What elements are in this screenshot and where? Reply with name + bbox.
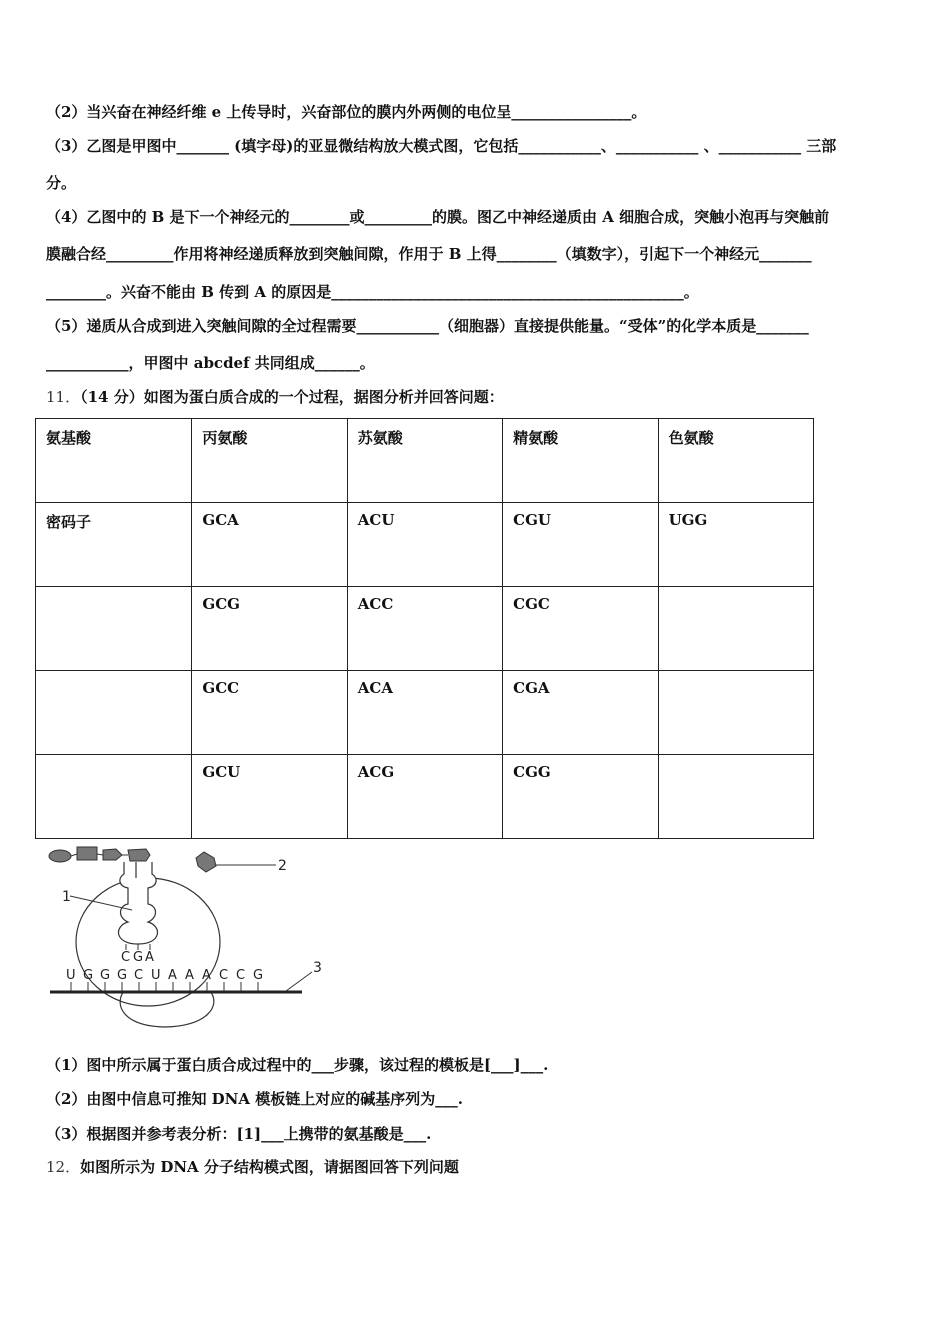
peptide-chain xyxy=(49,847,150,862)
amino-acid xyxy=(196,852,287,874)
mrna-base: G xyxy=(83,968,94,983)
paragraph-q4-cont2: ________。兴奋不能由 B 传到 A 的原因是_______________________________________________。 xyxy=(46,283,699,301)
paragraph-q5: （5）递质从合成到进入突触间隙的全过程需要___________（细胞器）直接提供能量。“受体”的化学本质是_______ xyxy=(46,317,809,335)
mrna-base: G xyxy=(117,968,128,983)
table-row xyxy=(36,503,814,587)
anticodon-base: G xyxy=(133,950,144,965)
ribosome-small-subunit xyxy=(120,991,214,1027)
mrna-base: A xyxy=(168,968,177,983)
anticodon-base: A xyxy=(145,950,154,965)
mrna-base: U xyxy=(151,968,161,983)
mrna-base: C xyxy=(134,968,144,983)
table-cell: UGG xyxy=(658,503,813,587)
mrna-base: C xyxy=(219,968,229,983)
question-11-3: （3）根据图并参考表分析：[1]___上携带的氨基酸是___. xyxy=(46,1125,432,1143)
question-number: 12． xyxy=(46,1158,81,1176)
table-cell xyxy=(36,755,192,839)
table-cell: GCU xyxy=(192,755,347,839)
label-1: 1 xyxy=(62,889,71,905)
question-title: （14 分）如图为蛋白质合成的一个过程，据图分析并回答问题： xyxy=(80,388,504,406)
mrna-strand xyxy=(50,968,302,992)
table-cell: CGU xyxy=(503,503,658,587)
table-row xyxy=(36,419,814,503)
paragraph-q5-cont: ___________，甲图中 abcdef 共同组成______。 xyxy=(46,354,375,372)
paragraph-q4: （4）乙图中的 B 是下一个神经元的________或_________的膜。图乙中神经递质由 A 细胞合成，突触小泡再与突触前 xyxy=(46,208,830,226)
table-cell: CGC xyxy=(503,587,658,671)
table-cell: ACU xyxy=(347,503,502,587)
table-cell: ACC xyxy=(347,587,502,671)
mrna-base: C xyxy=(236,968,246,983)
table-cell xyxy=(36,671,192,755)
table-cell: ACG xyxy=(347,755,502,839)
mrna-base: A xyxy=(202,968,211,983)
question-12-heading xyxy=(46,1156,908,1178)
table-cell: CGG xyxy=(503,755,658,839)
paragraph-q3-cont: 分。 xyxy=(46,174,77,192)
label-3-pointer xyxy=(286,972,312,991)
question-11-heading xyxy=(46,386,908,408)
question-title: 如图所示为 DNA 分子结构模式图，请据图回答下列问题 xyxy=(80,1158,459,1176)
table-cell xyxy=(658,587,813,671)
codon-table xyxy=(35,418,814,839)
table-cell: 苏氨酸 xyxy=(347,419,502,503)
label-1-pointer xyxy=(70,896,132,910)
table-cell: GCA xyxy=(192,503,347,587)
table-cell: 精氨酸 xyxy=(503,419,658,503)
question-number: 11． xyxy=(46,388,81,406)
question-11-1: （1）图中所示属于蛋白质合成过程中的___步骤，该过程的模板是[___]___. xyxy=(46,1056,549,1074)
mrna-base: G xyxy=(100,968,111,983)
table-cell: GCC xyxy=(192,671,347,755)
translation-diagram xyxy=(40,844,330,1036)
table-cell: 丙氨酸 xyxy=(192,419,347,503)
anticodon xyxy=(121,944,154,965)
paragraph-q2: （2）当兴奋在神经纤维 e 上传导时，兴奋部位的膜内外两侧的电位呈________________。 xyxy=(46,103,647,121)
mrna-base: U xyxy=(66,968,76,983)
trna xyxy=(119,862,158,944)
question-11-2: （2）由图中信息可推知 DNA 模板链上对应的碱基序列为___. xyxy=(46,1090,463,1108)
table-cell: GCG xyxy=(192,587,347,671)
mrna-base: G xyxy=(253,968,264,983)
table-row xyxy=(36,755,814,839)
table-cell: ACA xyxy=(347,671,502,755)
table-row xyxy=(36,587,814,671)
label-2: 2 xyxy=(278,858,287,874)
table-cell: 密码子 xyxy=(36,503,192,587)
paragraph-q3: （3）乙图是甲图中_______ (填字母)的亚显微结构放大模式图，它包括___________、___________ 、___________ 三部 xyxy=(46,137,837,155)
paragraph-q4-cont1: 膜融合经_________作用将神经递质释放到突触间隙，作用于 B 上得________（填数字），引起下一个神经元_______ xyxy=(46,245,812,263)
table-row xyxy=(36,671,814,755)
table-cell xyxy=(658,755,813,839)
table-cell xyxy=(658,671,813,755)
table-cell xyxy=(36,587,192,671)
table-cell: 氨基酸 xyxy=(36,419,192,503)
anticodon-base: C xyxy=(121,950,131,965)
table-cell: CGA xyxy=(503,671,658,755)
table-cell: 色氨酸 xyxy=(658,419,813,503)
label-3: 3 xyxy=(313,960,322,976)
mrna-base: A xyxy=(185,968,194,983)
